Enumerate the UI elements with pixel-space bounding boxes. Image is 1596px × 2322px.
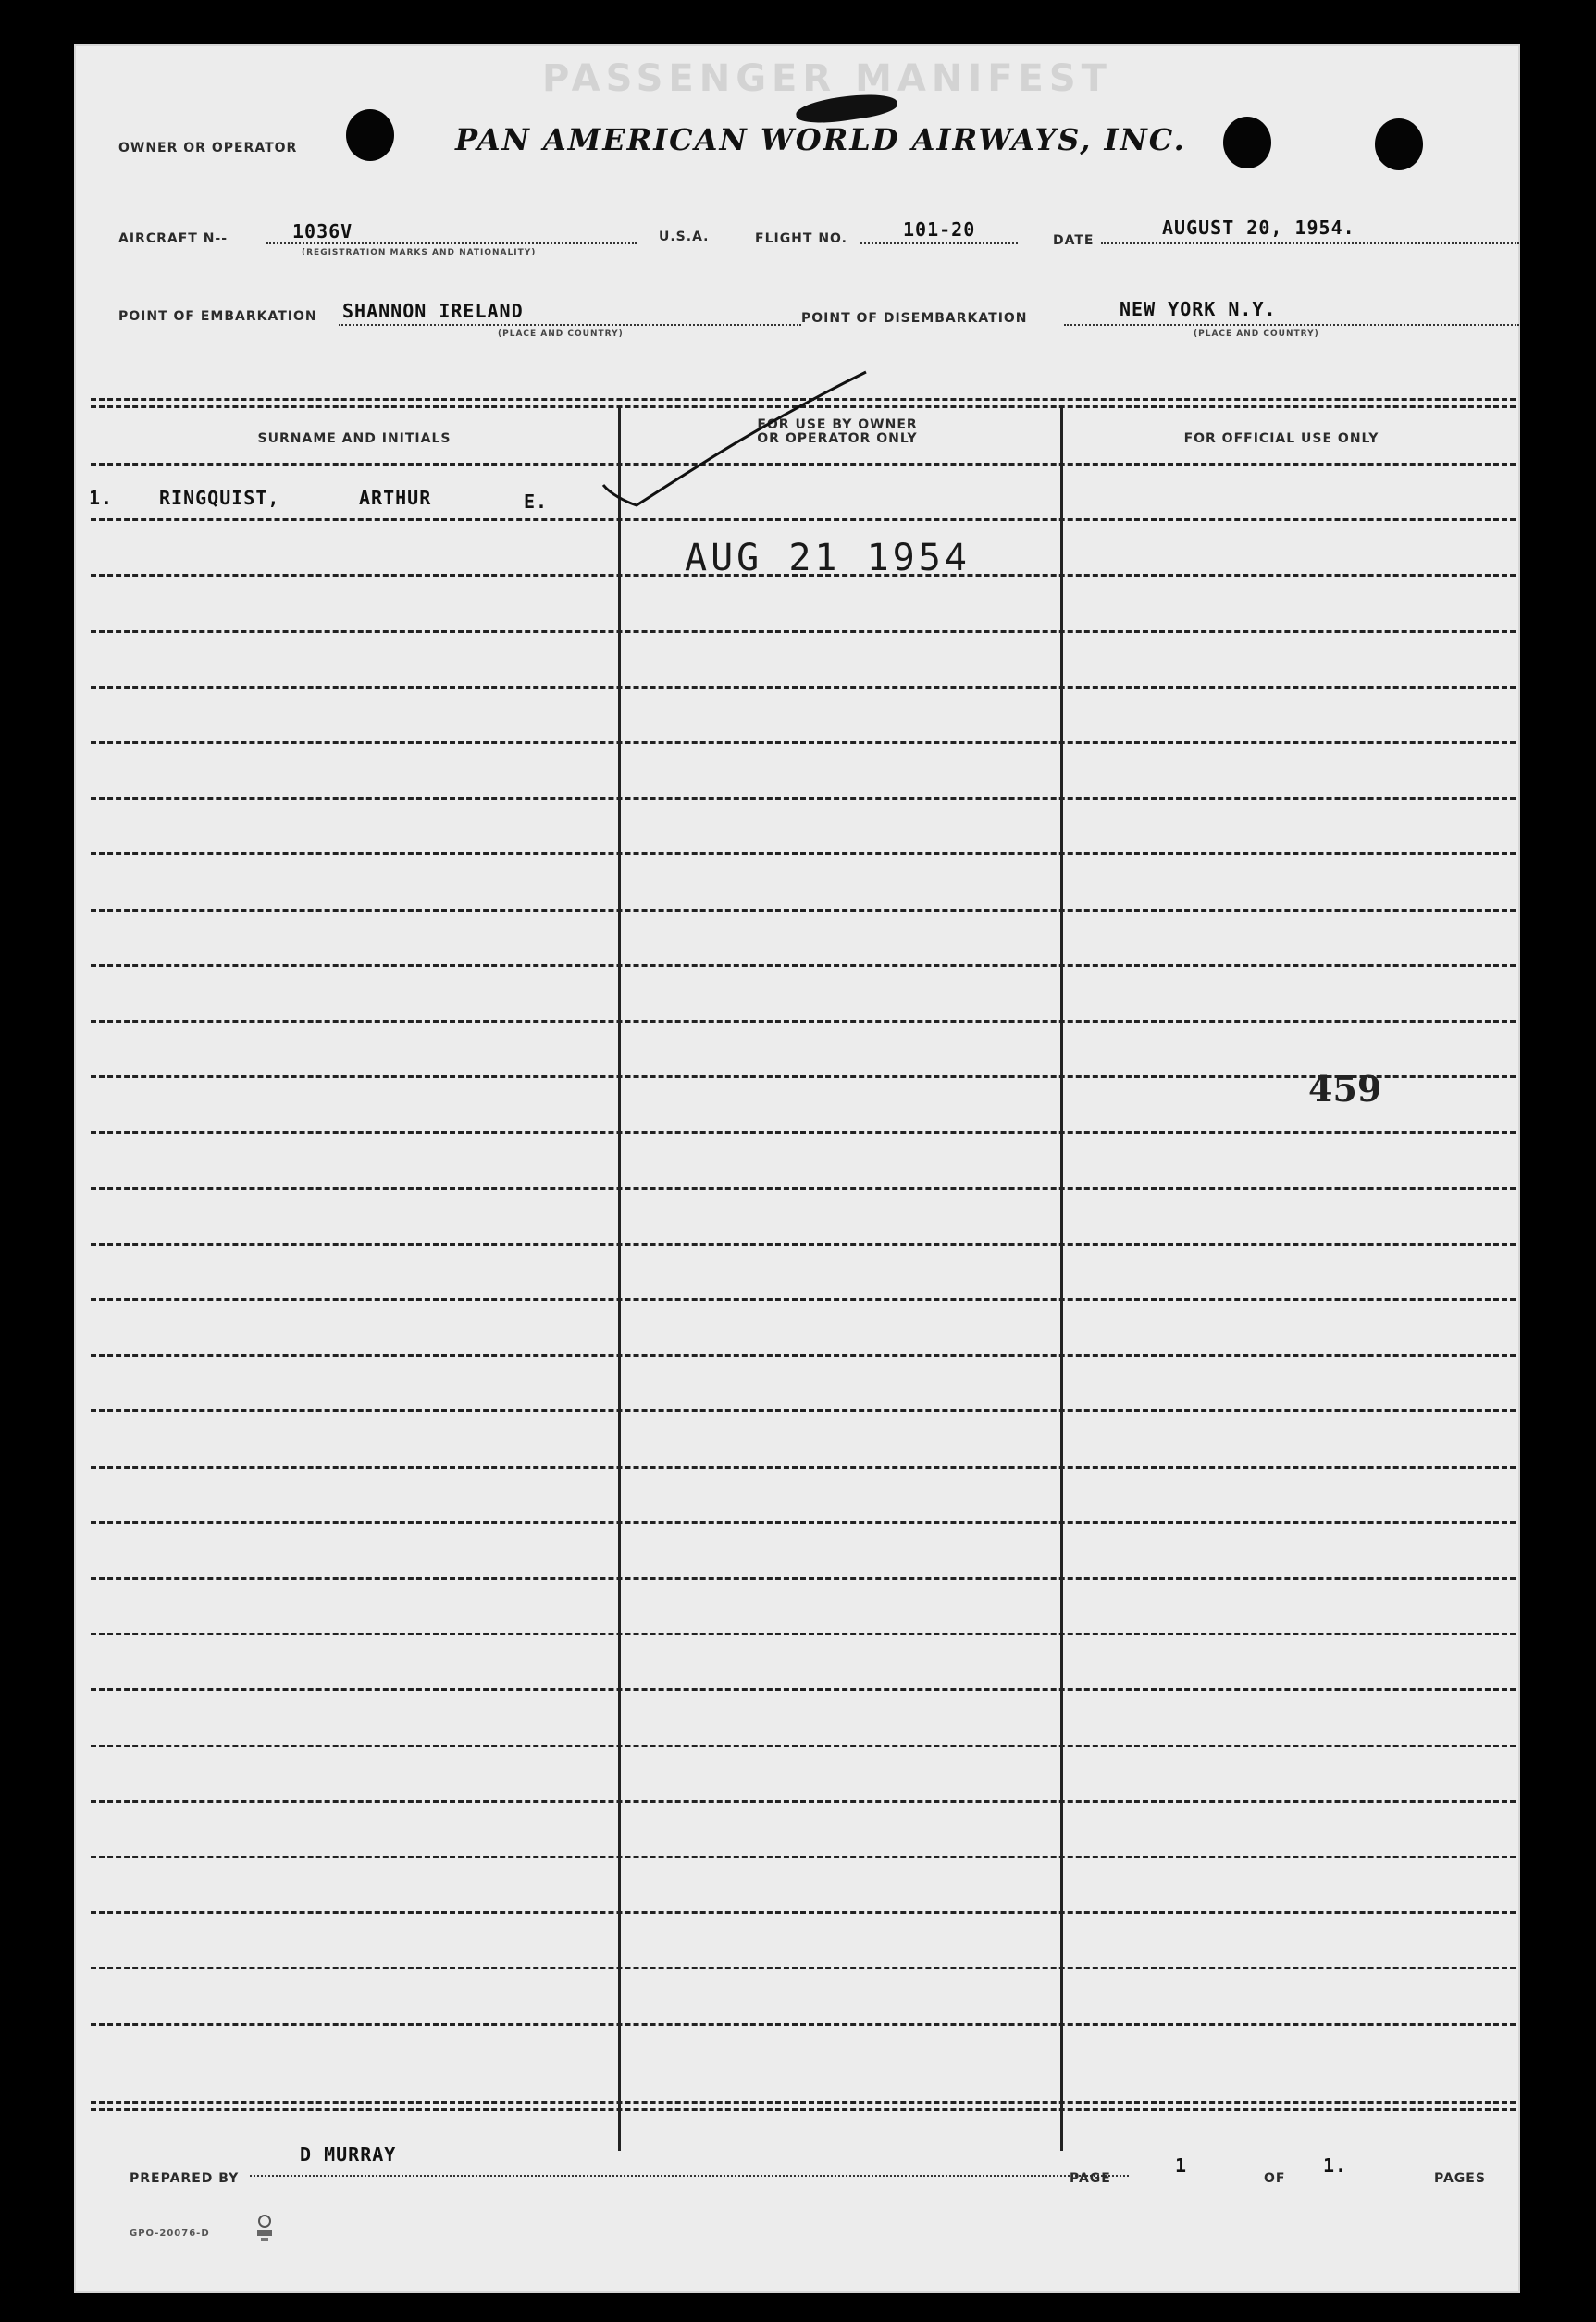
table-row-line (91, 852, 1516, 855)
table-row-line (91, 1075, 1516, 1078)
aircraft-caption: (REGISTRATION MARKS AND NATIONALITY) (302, 248, 537, 257)
table-row-line (91, 518, 1516, 521)
punch-hole (1223, 117, 1271, 168)
table-row-line (91, 686, 1516, 689)
entry-number: 1. (89, 487, 114, 509)
table-row-line (91, 1967, 1516, 1969)
page-number: 1 (1175, 2154, 1188, 2177)
pages-label: PAGES (1434, 2171, 1486, 2186)
table-bottom-rule (91, 2101, 1516, 2104)
check-mark (592, 366, 870, 515)
aircraft-underline (266, 242, 637, 244)
table-row-line (91, 1409, 1516, 1412)
column-header-official: FOR OFFICIAL USE ONLY (1183, 431, 1379, 446)
table-row-line (91, 1911, 1516, 1914)
form-title-watermark: PASSENGER MANIFEST (542, 57, 1112, 100)
airline-name: PAN AMERICAN WORLD AIRWAYS, INC. (455, 122, 1186, 157)
prepared-by-underline (250, 2175, 1129, 2177)
table-row-line (91, 1800, 1516, 1803)
table-row-line (91, 964, 1516, 967)
table-bottom-rule (91, 2108, 1516, 2111)
owner-label: OWNER OR OPERATOR (118, 141, 298, 155)
received-stamp: AUG 21 1954 (685, 537, 971, 579)
entry-initial: E. (524, 490, 549, 513)
table-row-line (91, 630, 1516, 633)
column-divider (618, 407, 621, 2151)
disembarkation-underline (1064, 324, 1519, 326)
table-row-line (91, 1354, 1516, 1357)
table-row-line (91, 1577, 1516, 1580)
prepared-by-label: PREPARED BY (130, 2171, 240, 2186)
table-row-line (91, 1856, 1516, 1858)
official-number: 459 (1308, 1068, 1382, 1110)
table-row-line (91, 1131, 1516, 1134)
page-label: PAGE (1070, 2171, 1111, 2186)
table-row-line (91, 1298, 1516, 1301)
table-row-line (91, 1187, 1516, 1190)
table-row-line (91, 1633, 1516, 1635)
flight-number: 101-20 (903, 218, 976, 241)
table-row-line (91, 2023, 1516, 2026)
date-label: DATE (1053, 233, 1095, 248)
date-underline (1101, 242, 1519, 244)
disembarkation-label: POINT OF DISEMBARKATION (801, 311, 1028, 326)
table-row-line (91, 909, 1516, 912)
gpo-seal-icon (252, 2212, 278, 2243)
table-row-line (91, 1688, 1516, 1691)
punch-hole (346, 109, 394, 161)
column-header-surname: SURNAME AND INITIALS (257, 431, 452, 446)
embarkation-value: SHANNON IRELAND (342, 300, 524, 322)
column-header-operator-line: OR OPERATOR ONLY (757, 431, 918, 446)
table-row-line (91, 797, 1516, 800)
table-row-line (91, 1243, 1516, 1246)
aircraft-number: 1036V (292, 220, 353, 242)
aircraft-label: AIRCRAFT N-- (118, 231, 229, 246)
form-code: GPO-20076-D (130, 2229, 210, 2239)
table-row-line (91, 1521, 1516, 1524)
column-header-operator-line: FOR USE BY OWNER (757, 417, 918, 432)
flight-label: FLIGHT NO. (755, 231, 847, 246)
nation-label: U.S.A. (659, 230, 710, 244)
punch-hole (1375, 118, 1423, 170)
embarkation-label: POINT OF EMBARKATION (118, 309, 317, 324)
manifest-sheet (74, 44, 1520, 2293)
entry-given-name: ARTHUR (359, 487, 432, 509)
of-label: OF (1264, 2171, 1286, 2186)
column-divider (1060, 407, 1063, 2151)
disembarkation-caption: (PLACE AND COUNTRY) (1194, 329, 1319, 339)
flight-underline (860, 242, 1018, 244)
table-row-line (91, 1745, 1516, 1747)
table-row-line (91, 1466, 1516, 1469)
embarkation-caption: (PLACE AND COUNTRY) (498, 329, 624, 339)
table-row-line (91, 1020, 1516, 1023)
page-total: 1. (1323, 2154, 1348, 2177)
embarkation-underline (339, 324, 801, 326)
table-row-line (91, 741, 1516, 744)
date-value: AUGUST 20, 1954. (1162, 217, 1355, 239)
entry-surname: RINGQUIST, (159, 487, 280, 509)
prepared-by-value: D MURRAY (300, 2143, 397, 2166)
disembarkation-value: NEW YORK N.Y. (1120, 298, 1277, 320)
